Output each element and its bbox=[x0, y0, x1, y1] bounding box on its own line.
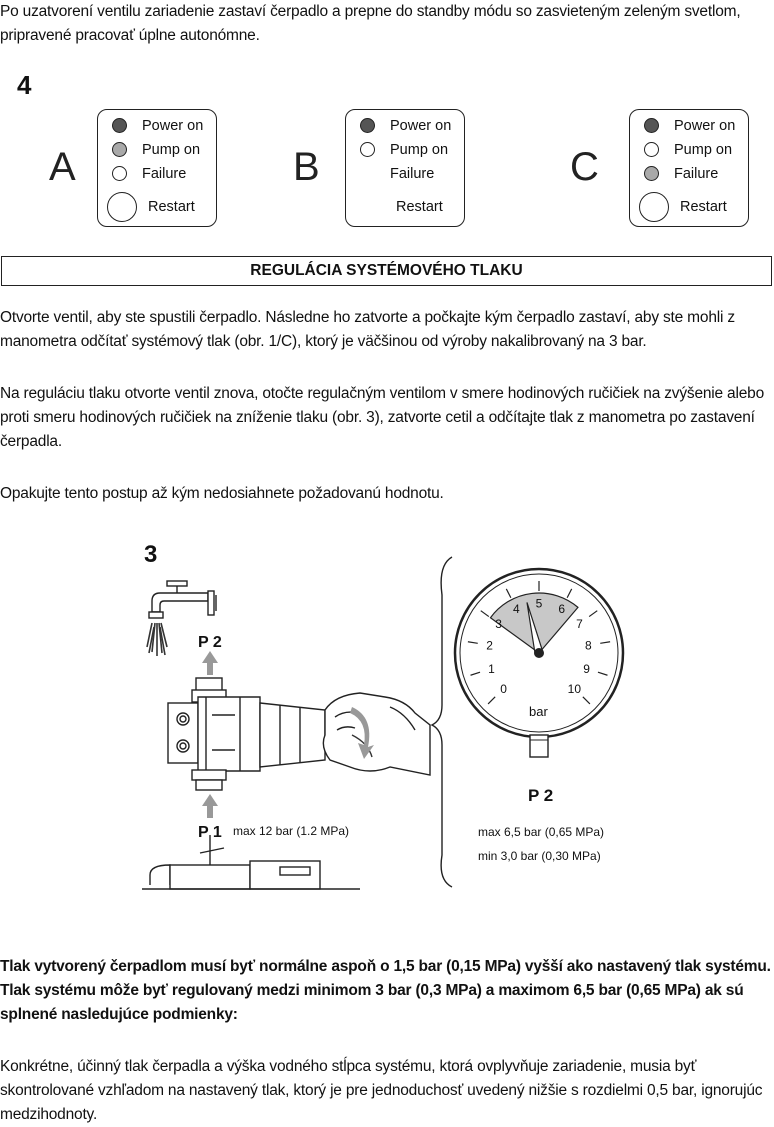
up-arrow-icon bbox=[202, 794, 218, 818]
gauge-min-label: min 3,0 bar (0,30 MPa) bbox=[478, 849, 601, 863]
hand-icon bbox=[323, 693, 430, 775]
control-panel-a bbox=[97, 109, 217, 227]
gauge-tick-label: 0 bbox=[500, 681, 507, 696]
gauge-tick-label: 1 bbox=[488, 661, 495, 676]
gauge-tick-label: 4 bbox=[512, 601, 520, 616]
pump-controller bbox=[168, 678, 325, 790]
paragraph-3: Opakujte tento postup až kým nedosiahnete požadovanú hodnotu. bbox=[0, 485, 444, 502]
p1-max-label: max 12 bar (1.2 MPa) bbox=[233, 824, 350, 838]
gauge-p2-label: P 2 bbox=[528, 786, 554, 805]
up-arrow-icon bbox=[202, 651, 218, 675]
faucet-icon bbox=[149, 581, 216, 618]
gauge-tick-label: 8 bbox=[585, 638, 592, 653]
restart-button bbox=[639, 192, 669, 222]
p1-label: P 1 bbox=[198, 824, 222, 841]
gauge-unit-label: bar bbox=[529, 704, 548, 719]
gauge-hub bbox=[534, 648, 544, 658]
water-spray bbox=[147, 623, 167, 656]
panel-b-letter: B bbox=[293, 145, 320, 189]
restart-label: Restart bbox=[396, 199, 443, 215]
gauge-stem bbox=[530, 735, 548, 757]
p2-label: P 2 bbox=[198, 634, 222, 651]
pump-led bbox=[112, 142, 127, 157]
pump-label: Pump on bbox=[390, 142, 449, 158]
pump-label: Pump on bbox=[674, 142, 733, 158]
restart-button bbox=[107, 192, 137, 222]
gauge-tick-label: 5 bbox=[535, 596, 543, 611]
power-label: Power on bbox=[674, 118, 736, 134]
gauge-tick-label: 7 bbox=[576, 617, 583, 632]
failure-led bbox=[644, 166, 659, 181]
restart-label: Restart bbox=[148, 199, 195, 215]
panel-a-letter: A bbox=[49, 145, 76, 189]
paragraph-2: Na reguláciu tlaku otvorte ventil znova, otočte regulačným ventilom v smere hodinových ručičiek na zvýšenie alebo proti smeru hodinových ručičiek na zníženie tlaku (obr. 3), zatvorte cetil a odčítajte tlak z manometra po zastavení čerpadla. bbox=[0, 385, 764, 450]
pump-base bbox=[142, 835, 360, 889]
paragraph-1: Otvorte ventil, aby ste spustili čerpadlo. Následne ho zatvorte a počkajte kým čerpadlo zastaví, aby ste mohli z manometra odčítať systémový tlak (obr. 1/C), ktorý je väčšinou od výroby nakalibrovaný na 3 bar. bbox=[0, 309, 735, 350]
control-panel-b bbox=[345, 109, 465, 227]
failure-label: Failure bbox=[390, 166, 435, 182]
failure-led bbox=[112, 166, 127, 181]
control-panel-c bbox=[629, 109, 749, 227]
gauge-tick-label: 9 bbox=[583, 661, 590, 676]
pump-label: Pump on bbox=[142, 142, 201, 158]
final-paragraph: Konkrétne, účinný tlak čerpadla a výška vodného stĺpca systému, ktorá ovplyvňuje zariadenie, musia byť skontrolované vzhľadom na nastavený tlak, ktorý je pre jednoduchosť uvedený nižšie s rozdielmi 0,5 bar, ignorujúc medzihodnoty. bbox=[0, 1058, 763, 1123]
power-label: Power on bbox=[390, 118, 452, 134]
section-heading: REGULÁCIA SYSTÉMOVÉHO TLAKU bbox=[1, 256, 772, 286]
failure-label: Failure bbox=[674, 166, 719, 182]
intro-paragraph: Po uzatvorení ventilu zariadenie zastaví čerpadlo a prepne do standby módu so zasvieteným zeleným svetlom, pripravené pracovať úplne autonómne. bbox=[0, 3, 741, 44]
gauge-tick-label: 6 bbox=[558, 601, 566, 616]
power-led bbox=[112, 118, 127, 133]
gauge-tick-label: 2 bbox=[486, 638, 493, 653]
pressure-gauge bbox=[440, 560, 640, 880]
power-led bbox=[360, 118, 375, 133]
gauge-max-label: max 6,5 bar (0,65 MPa) bbox=[478, 825, 605, 839]
pump-led bbox=[360, 142, 375, 157]
bold-paragraph: Tlak vytvorený čerpadlom musí byť normálne aspoň o 1,5 bar (0,15 MPa) vyšší ako nastavený tlak systému. Tlak systému môže byť regulovaný medzi minimom 3 bar (0,3 MPa) a maximom 6,5 bar (0,65 MPa) ak sú splnené nasledujúce podmienky: bbox=[0, 958, 771, 1023]
gauge-tick-label: 10 bbox=[567, 681, 582, 696]
power-label: Power on bbox=[142, 118, 204, 134]
figure-3-number: 3 bbox=[144, 541, 158, 568]
failure-label: Failure bbox=[142, 166, 187, 182]
panel-c-letter: C bbox=[570, 145, 599, 189]
figure-4-number: 4 bbox=[17, 70, 32, 100]
power-led bbox=[644, 118, 659, 133]
gauge-tick-label: 3 bbox=[495, 617, 502, 632]
pump-led bbox=[644, 142, 659, 157]
restart-label: Restart bbox=[680, 199, 727, 215]
